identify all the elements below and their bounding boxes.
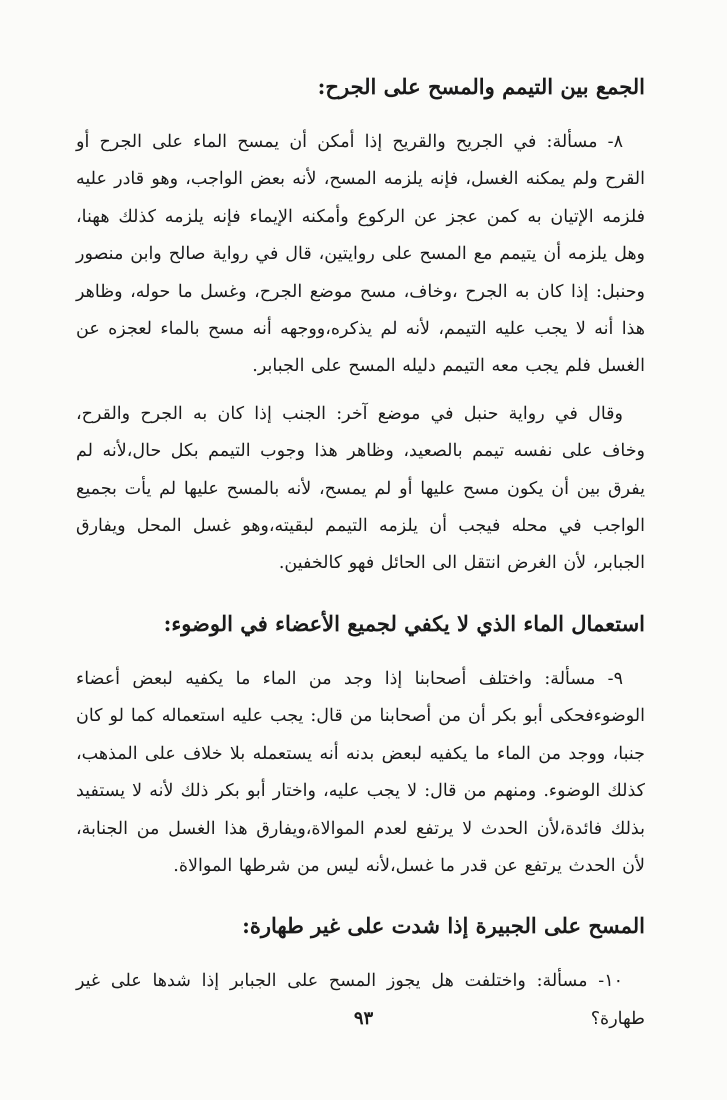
- section-paragraph: ٩- مسألة: واختلف أصحابنا إذا وجد من الماء ما يكفيه لبعض أعضاء الوضوءفحكى أبو بكر أن من أصحابنا من قال: يجب عليه استعماله كما لو كان جنبا، ووجد من الماء ما يكفيه لبعض بدنه أنه يستعمله بلا خلاف على المذهب، كذلك الوضوء. ومنهم من قال: لا يجب عليه، واختار أبو بكر ذلك لأنه لا يستفيد بذلك فائدة،لأن الحدث لا يرتفع لعدم الموالاة،ويفارق هذا الغسل من الجنابة، لأن الحدث يرتفع عن قدر ما غسل،لأنه ليس من شرطها الموالاة.: [76, 668, 645, 876]
- section-paragraph: وقال في رواية حنبل في موضع آخر: الجنب إذا كان به الجرح والقرح، وخاف على نفسه تيمم بالصعيد، وظاهر هذا وجوب التيمم بكل حال،لأنه لم يفرق بين أن يكون مسح عليها أو لم يمسح، لأنه بالمسح عليها لم يأت بجميع الواجب في محله فيجب أن يلزمه التيمم لبقيته،وهو غسل المحل ويفارق الجبابر، لأن الغرض انتقل الى الحائل فهو كالخفين.: [76, 403, 645, 574]
- section-paragraph: ٨- مسألة: في الجريح والقريح إذا أمكن أن يمسح الماء على الجرح أو القرح ولم يمكنه الغسل، فإنه يلزمه المسح، لأنه بعض الواجب، وهو قادر عليه فلزمه الإتيان به كمن عجز عن الركوع وأمكنه الإيماء فإنه يلزمه كذلك ههنا، وهل يلزمه أن يتيمم مع المسح على روايتين، قال في رواية صالح وابن منصور وحنبل: إذا كان به الجرح ،وخاف، مسح موضع الجرح، وغسل ما حوله، وظاهر هذا أنه لا يجب عليه التيمم، لأنه لم يذكره،ووجهه أنه مسح بالماء لعجزه عن الغسل فلم يجب معه التيمم دليله المسح على الجبابر.: [76, 132, 645, 377]
- section-heading: الجمع بين التيمم والمسح على الجرح:: [317, 74, 645, 99]
- section-heading: المسح على الجبيرة إذا شدت على غير طهارة:: [242, 913, 645, 939]
- section-heading: استعمال الماء الذي لا يكفي لجميع الأعضاء في الوضوء:: [163, 610, 645, 636]
- page-number: ٩٣: [353, 1008, 374, 1029]
- section-paragraph: ١٠- مسألة: واختلفت هل يجوز المسح على الجبابر إذا شدها على غير طهارة؟: [76, 971, 645, 1029]
